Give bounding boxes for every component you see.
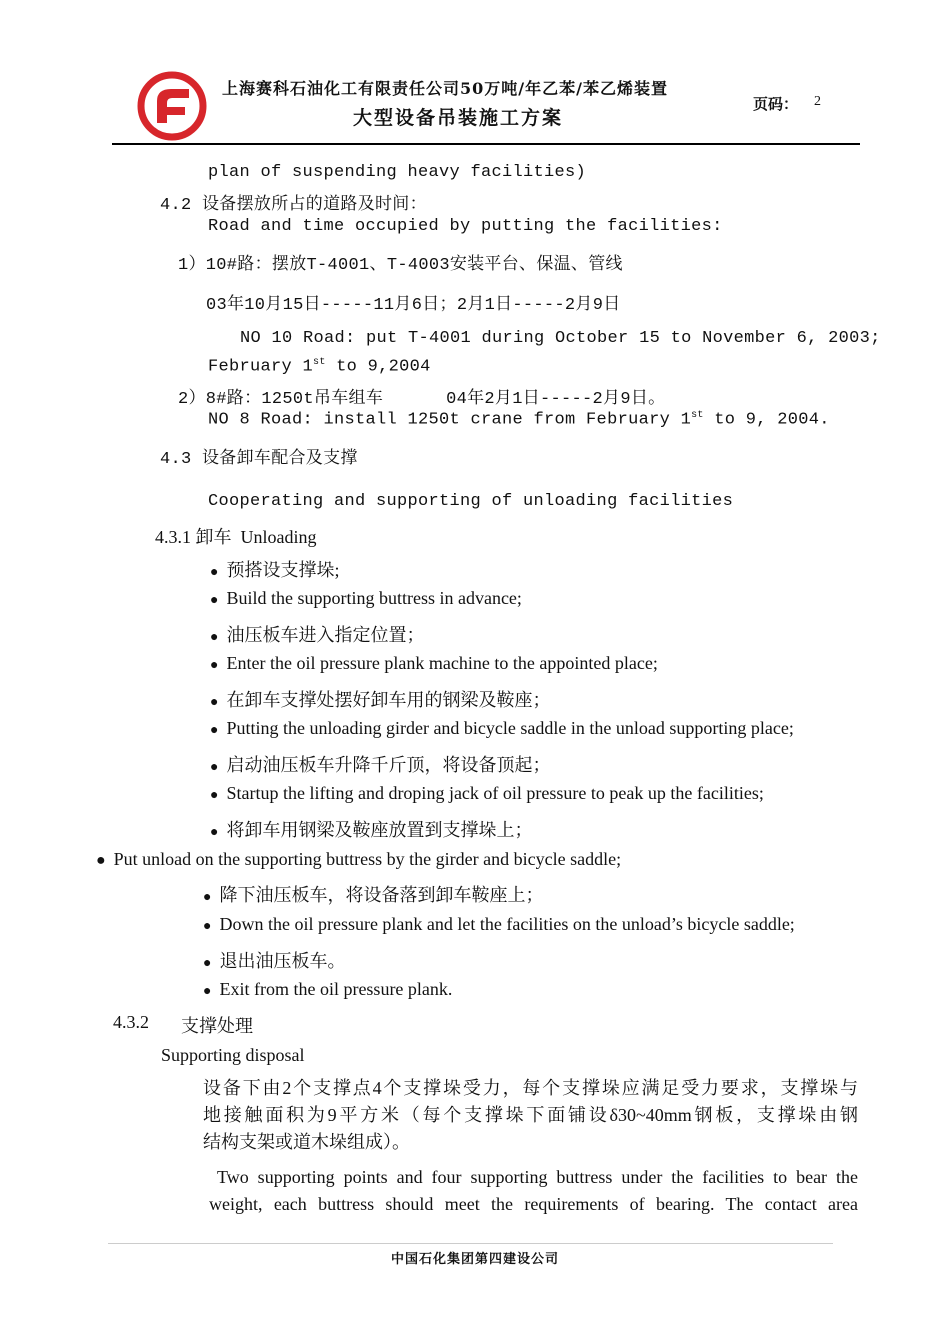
item-1-en-b-part1: February 1 [208, 357, 314, 377]
list-item: ● Putting the unloading girder and bicycle saddle in the unload supporting place; [210, 718, 794, 738]
section-4-2-en: Road and time occupied by putting the facilities: [208, 217, 723, 236]
item-1-cn: 1）10#路：摆放T-4001、T-4003安装平台、保温、管线 [178, 256, 623, 275]
bullet-icon: ● [210, 630, 219, 645]
list-item: ● Build the supporting buttress in advance; [210, 588, 522, 608]
list-item: ● 在卸车支撑处摆好卸车用的钢梁及鞍座； [210, 690, 551, 710]
header-title: 大型设备吊装施工方案 [353, 107, 564, 129]
bullet-icon: ● [210, 658, 219, 673]
paragraph-cn-line: 结构支架或道木垛组成）。 [203, 1132, 410, 1152]
paragraph-en-line: Two supporting points and four supporting buttress under the facilities to bear the [217, 1167, 858, 1187]
item-1-en-a-text: NO 10 Road: put T-4001 during October 15 to November 6, 2003; [240, 329, 881, 348]
page-label: 页码： [753, 95, 799, 113]
list-item: ● Enter the oil pressure plank machine to the appointed place; [210, 653, 658, 673]
list-item: ● Down the oil pressure plank and let the facilities on the unload’s bicycle saddle; [203, 914, 795, 934]
section-4-2-title: 4.2 设备摆放所占的道路及时间： [160, 196, 427, 215]
item-1-en-a [240, 329, 881, 348]
item-1-en-b-sup: st [313, 357, 326, 368]
list-item: ● Exit from the oil pressure plank. [203, 979, 453, 999]
paragraph-cn-line: 地接触面积为9平方米（每个支撑垛下面铺设δ30~40mm钢板，支撑垛由钢 [203, 1105, 858, 1125]
section-4-3-title: 4.3 设备卸车配合及支撑 [160, 450, 358, 469]
section-4-3-1-title: 4.3.1 卸车 Unloading [155, 527, 317, 547]
footer-rule [108, 1243, 833, 1244]
bullet-icon: ● [210, 695, 219, 710]
list-item: ● 启动油压板车升降千斤顶，将设备顶起； [210, 755, 551, 775]
list-item: ● 降下油压板车，将设备落到卸车鞍座上； [203, 885, 544, 905]
bullet-icon: ● [210, 788, 219, 803]
section-4-3-2-number: 4.3.2 [113, 1012, 149, 1032]
company-logo [137, 71, 207, 141]
page-number: 2 [814, 94, 821, 109]
item-2-en-part1: NO 8 Road: install 1250t crane from February 1 [208, 410, 692, 430]
section-4-3-2-title: 支撑处理 [181, 1016, 253, 1036]
bullet-icon: ● [210, 825, 219, 840]
item-2-en-sup: st [691, 410, 704, 421]
item-1-dates: 03年10月15日-----11月6日；2月1日-----2月9日 [206, 296, 621, 315]
item-1-en-b-part2: to 9,2004 [325, 357, 431, 377]
bullet-icon: ● [210, 565, 219, 580]
header-rule [112, 143, 860, 145]
bullet-icon: ● [203, 956, 212, 971]
list-item: ● 将卸车用钢梁及鞍座放置到支撑垛上； [210, 820, 533, 840]
list-item-outdent: ● Put unload on the supporting buttress by the girder and bicycle saddle; [96, 849, 622, 869]
section-4-3-2-en: Supporting disposal [161, 1045, 305, 1065]
bullet-icon: ● [210, 723, 219, 738]
bullet-icon: ● [203, 919, 212, 934]
header-company: 上海赛科石油化工有限责任公司50万吨/年乙苯/苯乙烯装置 [222, 79, 668, 98]
list-item: ● 预搭设支撑垛; [210, 560, 340, 580]
paragraph-en-line: weight, each buttress should meet the requirements of bearing. The contact area [209, 1194, 858, 1214]
bullet-icon: ● [210, 593, 219, 608]
bullet-icon: ● [96, 852, 106, 869]
text-line: plan of suspending heavy facilities) [208, 163, 587, 182]
list-item: ● 退出油压板车。 [203, 951, 346, 971]
bullet-icon: ● [203, 984, 212, 999]
list-item: ● 油压板车进入指定位置； [210, 625, 425, 645]
footer-company: 中国石化集团第四建设公司 [391, 1252, 560, 1267]
bullet-icon: ● [203, 890, 212, 905]
item-1-en-b [208, 357, 431, 377]
item-2-en-part2: to 9, 2004. [703, 410, 830, 430]
paragraph-cn [203, 1075, 858, 1156]
paragraph-en [209, 1164, 858, 1218]
bullet-icon: ● [210, 760, 219, 775]
item-2-cn: 2）8#路：1250t吊车组车 04年2月1日-----2月9日。 [178, 390, 666, 409]
paragraph-cn-line: 设备下由2个支撑点4个支撑垛受力，每个支撑垛应满足受力要求，支撑垛与 [203, 1078, 858, 1098]
list-item: ● Startup the lifting and droping jack of oil pressure to peak up the facilities; [210, 783, 764, 803]
item-2-en [208, 410, 830, 430]
section-4-3-en: Cooperating and supporting of unloading facilities [208, 492, 734, 511]
